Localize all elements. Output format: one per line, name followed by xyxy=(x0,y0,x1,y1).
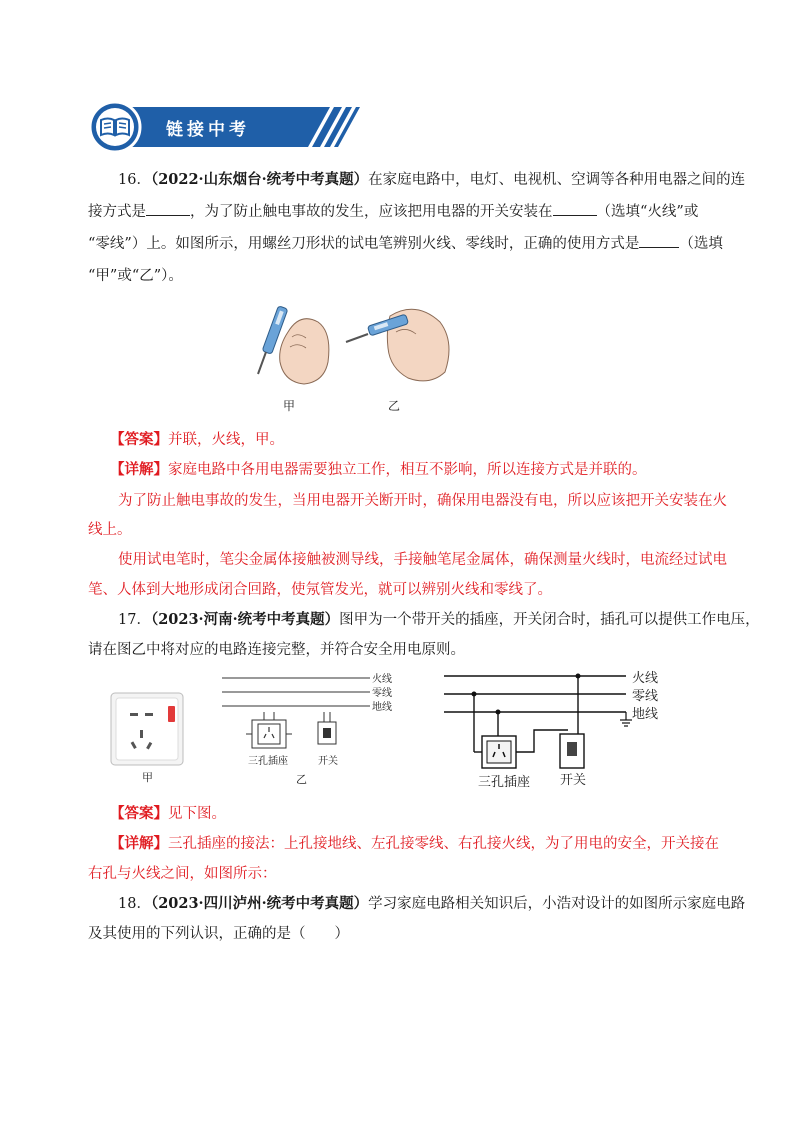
test-pen-figure xyxy=(240,292,460,388)
q16-line-1: 16．（2022·山东烟台·统考中考真题）在家庭电路中，电灯、电视机、空调等各种用电器之间的连 xyxy=(118,171,746,188)
book-icon xyxy=(88,100,142,154)
figure-label-jia: 甲 xyxy=(283,399,296,413)
q18-line-1: 18．（2023·四川泸州·统考中考真题）学习家庭电路相关知识后，小浩对设计的如图所示家庭电路 xyxy=(118,895,746,912)
q16-detail-1: 【详解】家庭电路中各用电器需要独立工作，相互不影响，所以连接方式是并联的。 xyxy=(110,461,647,478)
hand-holding-pen-wrong xyxy=(346,309,449,381)
switch-indicator xyxy=(168,706,175,722)
figure-label-yi: 乙 xyxy=(388,399,401,413)
fig-b-label-neutral: 零线 xyxy=(372,688,392,699)
answer-blank-2 xyxy=(553,201,597,216)
q17-answer: 【答案】见下图。 xyxy=(110,805,226,822)
q17-source: （2023·河南·统考中考真题） xyxy=(150,611,340,628)
q16-line-3: “零线”）上。如图所示，用螺丝刀形状的试电笔辨别火线、零线时，正确的使用方式是 （选填 xyxy=(88,232,723,253)
socket-panel-figure xyxy=(110,692,184,766)
section-banner xyxy=(88,102,360,152)
fig-c-socket-label: 三孔插座 xyxy=(478,775,531,790)
hand-holding-pen-correct xyxy=(258,306,329,384)
answer-blank-1 xyxy=(146,201,190,216)
fig-b-label-live: 火线 xyxy=(372,674,392,685)
q16-detail-2a: 为了防止触电事故的发生，当用电器开关断开时，确保用电器没有电，所以应该把开关安装在火 xyxy=(118,493,727,509)
fig-b-label-ground: 地线 xyxy=(372,702,392,713)
q17-line-2: 请在图乙中将对应的电路连接完整，并符合安全用电原则。 xyxy=(88,642,465,658)
q18-number: 18． xyxy=(118,896,151,912)
fig-b-socket-label: 三孔插座 xyxy=(248,756,288,767)
q17-detail-1: 【详解】三孔插座的接法：上孔接地线、左孔接零线、右孔接火线，为了用电的安全，开关接在 xyxy=(110,835,719,852)
q18-source: （2023·四川泸州·统考中考真题） xyxy=(150,895,369,912)
q17-line-1: 17．（2023·河南·统考中考真题）图甲为一个带开关的插座，开关闭合时，插孔可以提供工作电压， xyxy=(118,611,760,628)
banner-title: 链接中考 xyxy=(166,120,250,140)
completed-circuit-figure xyxy=(440,664,640,784)
fig-c-label-live: 火线 xyxy=(632,671,659,686)
fig-b-switch-label: 开关 xyxy=(318,756,338,767)
q16-line-2: 接方式是 ，为了防止触电事故的发生，应该把用电器的开关安装在 （选填“火线”或 xyxy=(88,200,698,221)
fig-c-label-ground: 地线 xyxy=(632,707,659,722)
q16-detail-3a: 使用试电笔时，笔尖金属体接触被测导线，手接触笔尾金属体，确保测量火线时，电流经过试电 xyxy=(118,552,727,568)
fig-b-caption: 乙 xyxy=(296,773,307,786)
q16-detail-3b: 笔、人体到大地形成闭合回路，使氖管发光，就可以辨别火线和零线了。 xyxy=(88,582,552,598)
q16-detail-2b: 线上。 xyxy=(88,522,132,538)
answer-blank-3 xyxy=(639,233,679,248)
q17-detail-2: 右孔与火线之间，如图所示： xyxy=(88,866,277,882)
q18-line-2: 及其使用的下列认识，正确的是（ ） xyxy=(88,926,349,942)
fig-c-label-neutral: 零线 xyxy=(632,689,659,704)
q17-number: 17． xyxy=(118,612,151,628)
q16-line-4: “甲”或“乙”）。 xyxy=(88,268,183,284)
fig-a-caption: 甲 xyxy=(142,771,153,784)
q16-number: 16． xyxy=(118,172,151,188)
fig-c-switch-label: 开关 xyxy=(560,773,587,788)
q16-source: （2022·山东烟台·统考中考真题） xyxy=(150,171,369,188)
q16-answer: 【答案】并联，火线，甲。 xyxy=(110,431,284,448)
